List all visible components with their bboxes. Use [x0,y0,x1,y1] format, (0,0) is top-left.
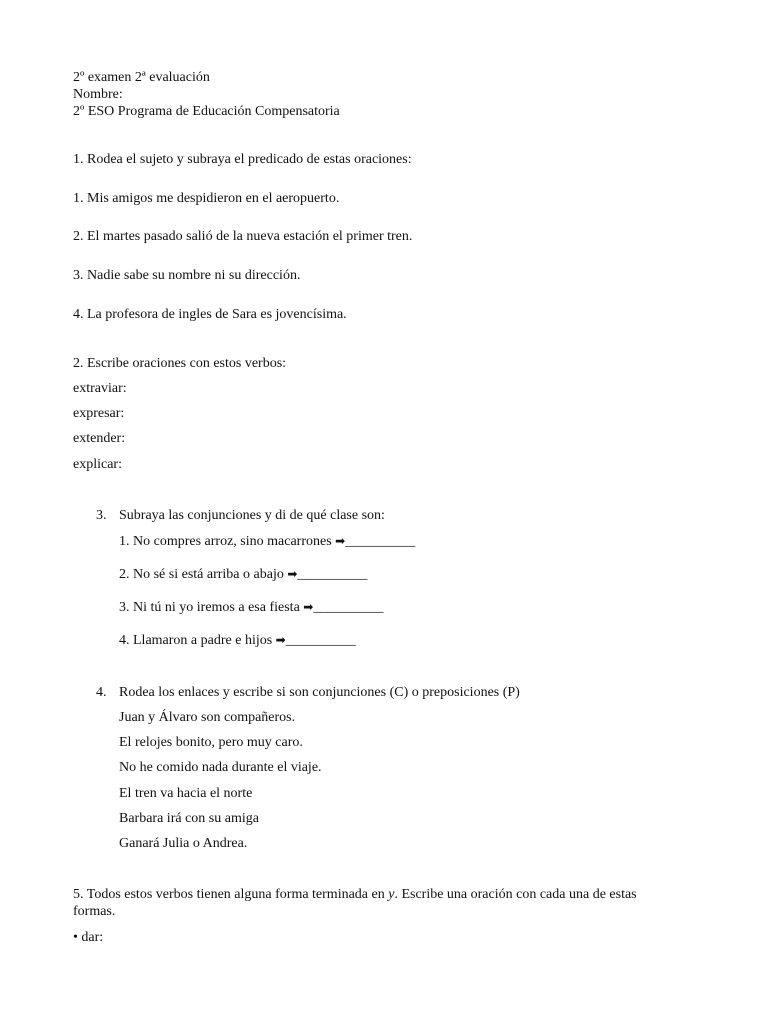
question-3-item [119,599,383,616]
arrow-right-icon: ➡ [335,534,346,548]
question-2-verb: extraviar: [73,381,127,396]
question-4-item: Barbara irá con su amiga [119,811,259,826]
question-1-title: 1. Rodea el sujeto y subraya el predicado de estas oraciones: [73,152,412,167]
question-5-title [73,886,673,920]
arrow-right-icon: ➡ [303,600,314,614]
question-4-item: El relojes bonito, pero muy caro. [119,735,303,750]
question-4-item: Ganará Julia o Andrea. [119,836,248,851]
question-3-number: 3. [96,508,107,523]
question-4-item: Juan y Álvaro son compañeros. [119,710,296,725]
question-5-title-end: . Escribe una oración con cada una de estas formas. [73,887,637,919]
course-label: 2º ESO Programa de Educación Compensatoria [73,104,340,119]
question-1-item: 2. El martes pasado salió de la nueva estación el primer tren. [73,229,413,244]
question-4-title: Rodea los enlaces y escribe si son conjunciones (C) o preposiciones (P) [119,685,520,700]
question-3-item-text: 4. Llamaron a padre e hijos [119,633,276,648]
answer-blank: __________ [313,600,384,615]
exam-title: 2º examen 2ª evaluación [73,70,210,85]
question-1-item: 1. Mis amigos me despidieron en el aeropuerto. [73,191,340,206]
question-4-item: El tren va hacia el norte [119,786,253,801]
question-3-item-text: 2. No sé si está arriba o abajo [119,567,288,582]
question-5-title-italic: y [388,887,395,902]
question-4-item: No he comido nada durante el viaje. [119,760,322,775]
question-1-item: 4. La profesora de ingles de Sara es jovencísima. [73,307,347,322]
question-3-title: Subraya las conjunciones y di de qué clase son: [119,508,385,523]
question-3-item [119,566,367,583]
question-5-bullet: • dar: [73,930,104,945]
question-3-item [119,533,415,550]
answer-blank: __________ [297,567,368,582]
question-2-verb: expresar: [73,406,125,421]
arrow-right-icon: ➡ [275,633,286,647]
name-label: Nombre: [73,87,123,102]
answer-blank: __________ [285,633,356,648]
question-3-item [119,632,356,649]
question-5-title-start: 5. Todos estos verbos tienen alguna forma terminada en [73,887,389,902]
question-2-verb: explicar: [73,457,122,472]
question-2-title: 2. Escribe oraciones con estos verbos: [73,356,287,371]
question-4-number: 4. [96,685,107,700]
answer-blank: __________ [345,534,416,549]
question-2-verb: extender: [73,431,126,446]
question-1-item: 3. Nadie sabe su nombre ni su dirección. [73,268,301,283]
question-3-item-text: 1. No compres arroz, sino macarrones [119,534,336,549]
question-3-item-text: 3. Ni tú ni yo iremos a esa fiesta [119,600,304,615]
arrow-right-icon: ➡ [287,567,298,581]
